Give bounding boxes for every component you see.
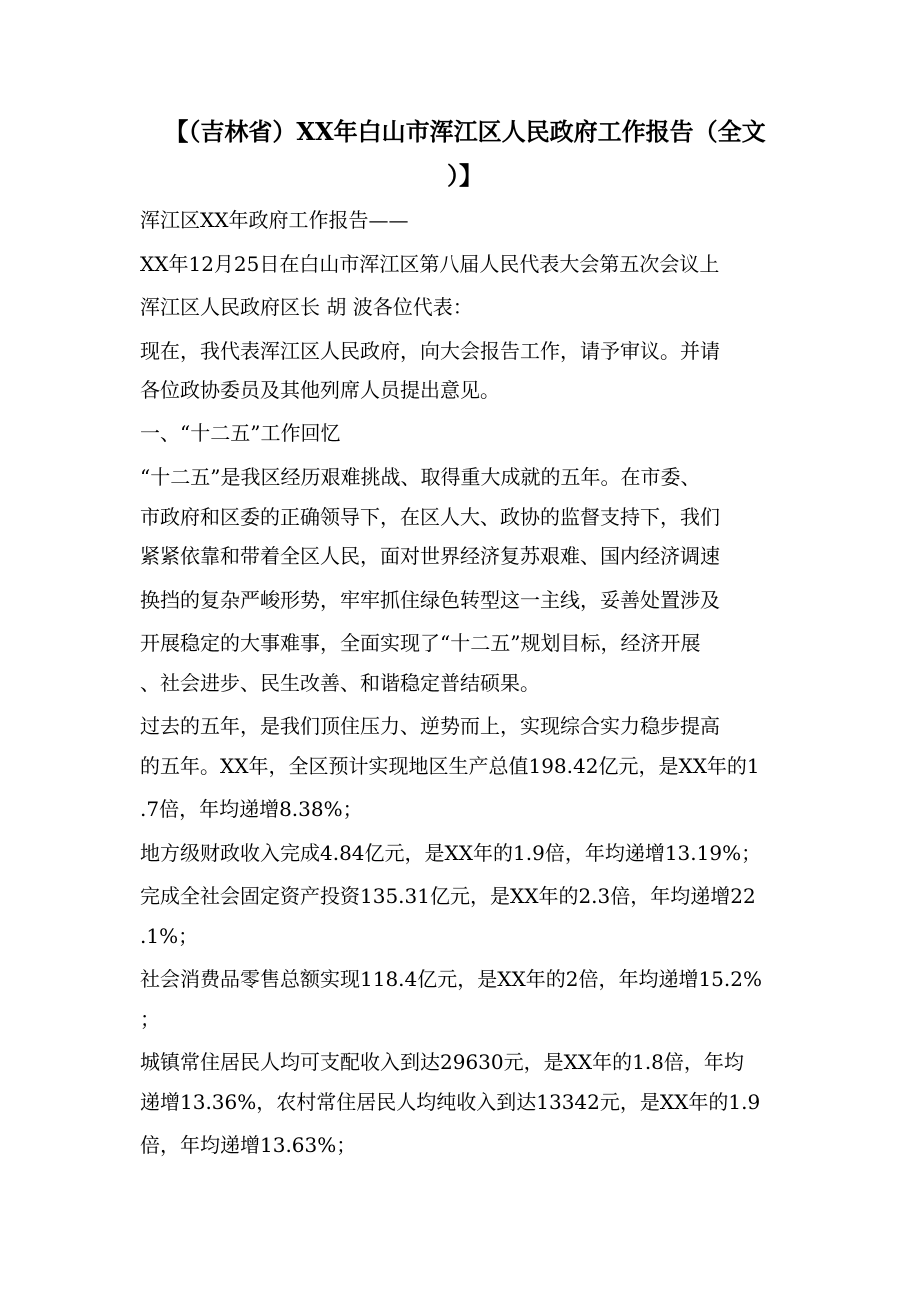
paragraph-line: 市政府和区委的正确领导下，在区人大、政协的监督支持下，我们 xyxy=(140,505,720,529)
meeting-date-line: XX年12月25日在白山市浑江区第八届人民代表大会第五次会议上 xyxy=(140,252,720,276)
paragraph-line: 完成全社会固定资产投资135.31亿元，是XX年的2.3倍，年均递增22 xyxy=(140,884,756,908)
paragraph-line: 、社会进步、民生改善、和谐稳定普结硕果。 xyxy=(140,671,540,695)
document-title-line-1: 【（吉林省）XX年白山市浑江区人民政府工作报告（全文 xyxy=(164,117,766,146)
paragraph-line: 城镇常住居民人均可支配收入到达29630元，是XX年的1.8倍，年均 xyxy=(140,1050,744,1074)
paragraph-line: 社会消费品零售总额实现118.4亿元，是XX年的2倍，年均递增15.2% xyxy=(140,967,762,991)
paragraph-line: 倍，年均递增13.63%； xyxy=(140,1133,357,1157)
paragraph-line: .1%； xyxy=(140,924,199,948)
paragraph-line: 紧紧依靠和带着全区人民，面对世界经济复苏艰难、国内经济调速 xyxy=(140,544,720,568)
section-heading: 一、“十二五”工作回忆 xyxy=(140,421,341,445)
paragraph-line: 换挡的复杂严峻形势，牢牢抓住绿色转型这一主线，妥善处置涉及 xyxy=(140,588,720,612)
paragraph-line: .7倍，年均递增8.38%； xyxy=(140,797,363,821)
paragraph-line: 地方级财政收入完成4.84亿元，是XX年的1.9倍，年均递增13.19%； xyxy=(140,841,762,865)
paragraph-line: 现在，我代表浑江区人民政府，向大会报告工作，请予审议。并请 xyxy=(140,339,720,363)
report-heading: 浑江区XX年政府工作报告—— xyxy=(140,208,409,232)
document-title-line-2: ）】 xyxy=(447,161,483,190)
speaker-line: 浑江区人民政府区长 胡 波各位代表： xyxy=(140,295,473,319)
paragraph-line: ； xyxy=(140,1007,160,1031)
paragraph-line: “十二五”是我区经历艰难挑战、取得重大成就的五年。在市委、 xyxy=(140,465,701,489)
paragraph-line: 递增13.36%，农村常住居民人均纯收入到达13342元，是XX年的1.9 xyxy=(140,1090,761,1114)
paragraph-line: 过去的五年，是我们顶住压力、逆势而上，实现综合实力稳步提高 xyxy=(140,714,720,738)
paragraph-line: 的五年。XX年，全区预计实现地区生产总值198.42亿元，是XX年的1 xyxy=(140,754,760,778)
paragraph-line: 各位政协委员及其他列席人员提出意见。 xyxy=(140,378,500,402)
paragraph-line: 开展稳定的大事难事，全面实现了“十二五”规划目标，经济开展 xyxy=(140,631,701,655)
